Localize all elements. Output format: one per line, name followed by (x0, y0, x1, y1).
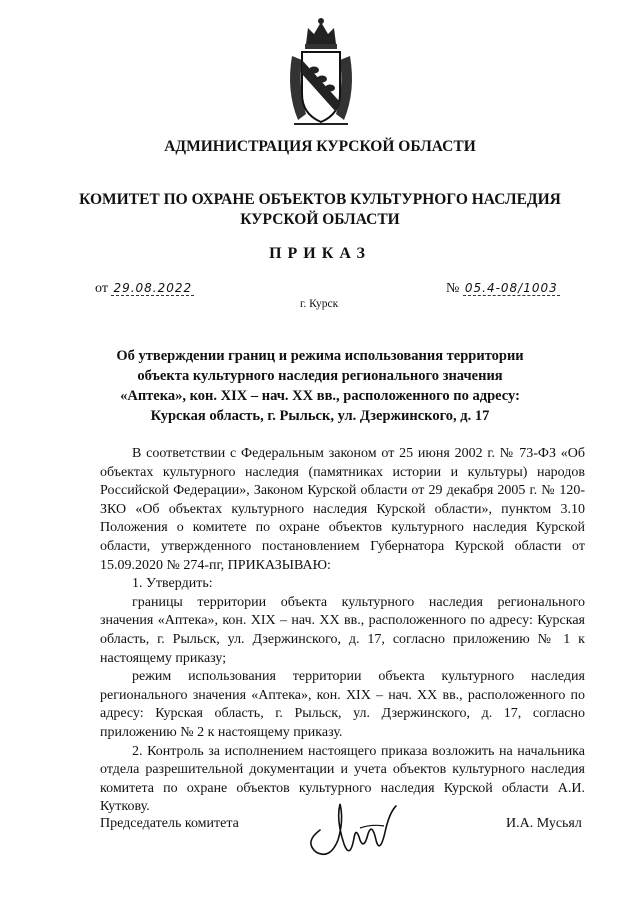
subject-line2: объекта культурного наследия регионального значения (137, 368, 503, 384)
signatory-position: Председатель комитета (100, 816, 239, 831)
body-paragraph-item2: 2. Контроль за исполнением настоящего приказа возложить на начальника отдела разрешительной документации и учета объектов культурного наследия комитета по охране объектов культурного наследия Курской области А.И. Куткову. (100, 743, 585, 815)
date-value: 29.08.2022 (113, 281, 193, 295)
signatory-name: И.А. Мусьял (506, 816, 582, 831)
subject-line1: Об утверждении границ и режима использования территории (116, 348, 524, 364)
body-paragraph-item1: 1. Утвердить: (132, 576, 213, 592)
document-type: ПРИКАЗ (269, 245, 371, 262)
order-subject (0, 346, 640, 426)
city-label: г. Курск (300, 298, 339, 310)
number-value: 05.4-08/1003 (464, 281, 558, 295)
committee-title-line1: КОМИТЕТ ПО ОХРАНЕ ОБЪЕКТОВ КУЛЬТУРНОГО НАСЛЕДИЯ (79, 191, 561, 208)
order-date (95, 281, 194, 297)
subject-line3: «Аптека», кон. XIX – нач. XX вв., расположенного по адресу: (120, 388, 520, 404)
handwritten-signature (300, 790, 410, 870)
administration-title: АДМИНИСТРАЦИЯ КУРСКОЙ ОБЛАСТИ (164, 138, 476, 155)
date-prefix: от (95, 281, 108, 296)
subject-line4: Курская область, г. Рыльск, ул. Дзержинского, д. 17 (150, 408, 490, 424)
coat-of-arms-emblem (284, 16, 358, 128)
number-prefix: № (446, 281, 460, 296)
committee-title (0, 190, 640, 230)
body-paragraph-preamble: В соответствии с Федеральным законом от 25 июня 2002 г. № 73-ФЗ «Об объектах культурного наследия (памятниках истории и культуры) народов Российской Федерации», Законом Курской области от 29 декабря 2005 г. № 120-ЗКО «Об объектах культурного наследия Курской области», пунктом 3.10 Положения о комитете по охране объектов культурного наследия Курской области, утвержденного постановлением Губернатора Курской области от 15.09.2020 № 274-пг, ПРИКАЗЫВАЮ: (100, 446, 585, 573)
order-body (100, 445, 585, 817)
body-paragraph-regime: режим использования территории объекта культурного наследия регионального значения «Аптека», кон. XIX – нач. XX вв., расположенного по адресу: Курская область, г. Рыльск, ул. Дзержинского, д. 17, согласно приложению № 2 к настоящему приказу. (100, 669, 585, 740)
committee-title-line2: КУРСКОЙ ОБЛАСТИ (240, 211, 400, 228)
order-number (446, 281, 560, 297)
body-paragraph-boundaries: границы территории объекта культурного наследия регионального значения «Аптека», кон. XIX – нач. XX вв., расположенного по адресу: Курская область, г. Рыльск, ул. Дзержинского, д. 17, согласно приложению № 1 к настоящему приказу; (100, 594, 585, 666)
